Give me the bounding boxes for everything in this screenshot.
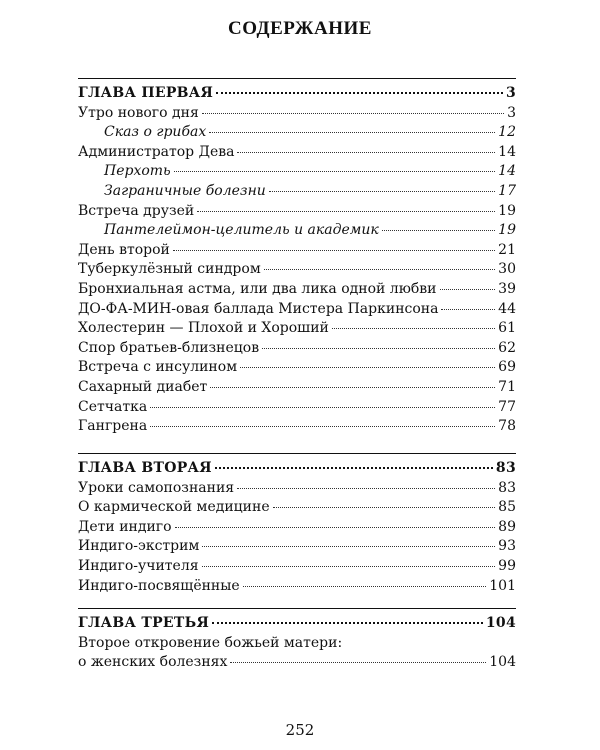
chapter-divider (78, 453, 516, 454)
dot-leader (243, 585, 487, 587)
dot-leader (202, 565, 496, 567)
dot-leader (212, 621, 483, 624)
toc-subentry[interactable]: Заграничные болезни 17 (104, 182, 516, 199)
toc-entry[interactable]: Индиго-экстрим 93 (78, 538, 516, 555)
toc-entry[interactable]: Индиго-учителя 99 (78, 557, 516, 574)
chapter-divider (78, 78, 516, 79)
dot-leader (332, 327, 495, 329)
toc-entry[interactable]: Второе откровение божьей матери: (78, 634, 343, 651)
dot-leader (209, 131, 495, 133)
dot-leader (210, 386, 495, 388)
toc-entry[interactable]: Сахарный диабет 71 (78, 378, 516, 395)
toc-chapter-2 (78, 453, 516, 596)
toc-entry[interactable]: Встреча друзей 19 (78, 202, 516, 219)
dot-leader (382, 229, 495, 231)
dot-leader (264, 268, 495, 270)
toc-entry[interactable]: Администратор Дева 14 (78, 143, 516, 160)
toc-entry[interactable]: Уроки самопознания 83 (78, 479, 516, 496)
dot-leader (262, 347, 495, 349)
toc-entry[interactable]: ДО-ФА-МИН-овая баллада Мистера Паркинсона 44 (78, 300, 516, 317)
toc-entry[interactable]: Встреча с инсулином 69 (78, 359, 516, 376)
toc-entry[interactable]: Сетчатка 77 (78, 398, 516, 415)
toc-chapter-3 (78, 608, 516, 673)
dot-leader (230, 661, 486, 663)
toc-entry[interactable]: Холестерин — Плохой и Хороший 61 (78, 320, 516, 337)
dot-leader (197, 210, 495, 212)
dot-leader (174, 170, 495, 172)
toc-entry[interactable]: Бронхиальная астма, или два лика одной любви 39 (78, 280, 516, 297)
toc-chapter-1 (78, 78, 516, 437)
dot-leader (202, 112, 504, 114)
dot-leader (202, 545, 495, 547)
dot-leader (173, 249, 495, 251)
dot-leader (237, 151, 495, 153)
dot-leader (216, 91, 503, 94)
dot-leader (441, 308, 495, 310)
toc-entry[interactable]: Дети индиго 89 (78, 518, 516, 535)
toc-entry[interactable]: Туберкулёзный синдром 30 (78, 261, 516, 278)
toc-entry[interactable]: Индиго-посвящённые 101 (78, 577, 516, 594)
toc-chapter-heading[interactable]: ГЛАВА ВТОРАЯ 83 (78, 460, 516, 476)
toc-chapter-heading[interactable]: ГЛАВА ТРЕТЬЯ 104 (78, 615, 516, 631)
dot-leader (237, 487, 495, 489)
toc-chapter-heading[interactable]: ГЛАВА ПЕРВАЯ 3 (78, 85, 516, 101)
toc-entry[interactable]: О кармической медицине 85 (78, 499, 516, 516)
toc-entry[interactable]: Спор братьев-близнецов 62 (78, 339, 516, 356)
dot-leader (240, 366, 495, 368)
toc-subentry[interactable]: Пантелеймон-целитель и академик 19 (104, 222, 516, 239)
dot-leader (150, 425, 495, 427)
dot-leader (215, 466, 493, 469)
toc-entry[interactable]: Гангрена 78 (78, 418, 516, 435)
page-number: 252 (285, 721, 315, 739)
dot-leader (273, 506, 496, 508)
page-title: СОДЕРЖАНИЕ (228, 18, 372, 39)
toc-subentry[interactable]: Перхоть 14 (104, 163, 516, 180)
dot-leader (150, 406, 495, 408)
dot-leader (269, 190, 495, 192)
toc-entry[interactable]: Утро нового дня 3 (78, 104, 516, 121)
chapter-divider (78, 608, 516, 609)
toc-entry[interactable]: о женских болезнях 104 (78, 654, 516, 671)
dot-leader (440, 288, 496, 290)
toc-subentry[interactable]: Сказ о грибах 12 (104, 124, 516, 141)
toc-entry[interactable]: День второй 21 (78, 241, 516, 258)
dot-leader (175, 526, 496, 528)
